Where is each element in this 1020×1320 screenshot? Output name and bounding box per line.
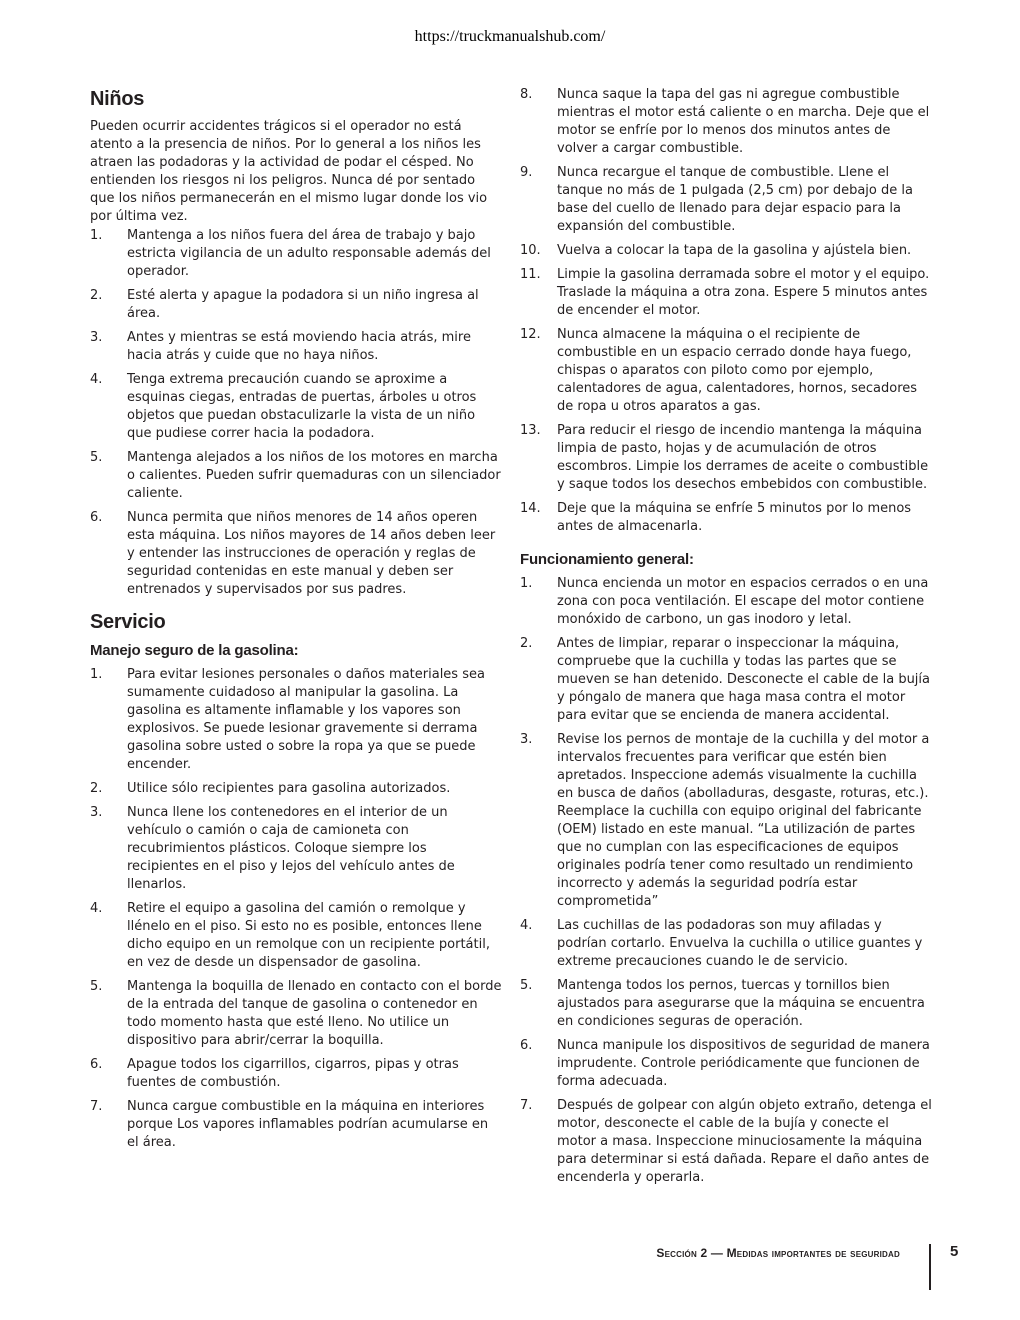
funcionamiento-list (520, 575, 932, 1187)
list-item-text: Revise los pernos de montaje de la cuchilla y del motor a intervalos frecuentes para verificar que estén bien apretados. Inspeccione además visualmente la cuchilla en busca de daños (abolladuras, desgaste, roturas, etc.). Reemplace la cuchilla con equipo original del fabricante (OEM) listado en este manual. “La utilización de partes que no cumplan con las especificaciones de equipos originales podría tener como resultado un rendimiento incorrecto y además la seguridad podría estar comprometida” (557, 732, 930, 909)
list-item (520, 731, 932, 911)
gasolina-list (90, 666, 502, 1152)
list-item-text: Mantenga a los niños fuera del área de trabajo y bajo estricta vigilancia de un adulto responsable además del operador. (127, 228, 491, 279)
list-item-number: 1. (90, 228, 103, 243)
ninos-intro: Pueden ocurrir accidentes trágicos si el operador no está atento a la presencia de niños. Por lo general a los niños les atraen las podadoras y la actividad de podar el césped. No entienden los riesgos ni los peligros. Nunca dé por sentado que los niños permanecerán en el mismo lugar donde los vio por última vez. (90, 119, 488, 224)
list-item-text: Nunca recargue el tanque de combustible. Llene el tanque no más de 1 pulgada (2,5 cm) por debajo de la base del cuello de llenado para dejar espacio para la expansión del combustible. (557, 165, 913, 234)
list-item (90, 449, 502, 503)
list-item-text: Esté alerta y apague la podadora si un niño ingresa al área. (127, 288, 479, 321)
list-item-number: 3. (90, 330, 103, 345)
list-item-number: 5. (90, 450, 103, 465)
list-item-number: 2. (90, 781, 103, 796)
list-item-text: Mantenga la boquilla de llenado en contacto con el borde de la entrada del tanque de gasolina o contenedor en todo momento hasta que esté lleno. No utilice un dispositivo para abrir/cerrar la boquilla. (127, 979, 502, 1048)
list-item (520, 1037, 932, 1091)
list-item-number: 13. (520, 423, 541, 438)
subsection-title-funcionamiento: Funcionamiento general: (520, 551, 694, 568)
list-item (90, 509, 502, 599)
ninos-list (90, 227, 502, 599)
list-item (520, 266, 932, 320)
list-item (520, 86, 932, 158)
list-item-number: 8. (520, 87, 533, 102)
list-item (90, 978, 502, 1050)
footer-section-title: Sección 2 — Medidas importantes de seguridad (656, 1246, 900, 1260)
list-item (90, 1056, 502, 1092)
list-item-text: Limpie la gasolina derramada sobre el motor y el equipo. Traslade la máquina a otra zona. Espere 5 minutos antes de encender el motor. (557, 267, 930, 318)
list-item-number: 3. (520, 732, 533, 747)
list-item-text: Nunca saque la tapa del gas ni agregue combustible mientras el motor está caliente o en marcha. Deje que el motor se enfríe por lo menos dos minutos antes de volver a cargar combustible. (557, 87, 930, 156)
list-item-text: Para reducir el riesgo de incendio mantenga la máquina limpia de pasto, hojas y de acumulación de otros escombros. Limpie los derrames de aceite o combustible y saque todos los desechos embebidos con combustible. (557, 423, 929, 492)
list-item (520, 326, 932, 416)
list-item-text: Tenga extrema precaución cuando se aproxime a esquinas ciegas, entradas de puertas, árboles u otros objetos que puedan obstaculizarle la vista de un niño que pudiese correr hacia la podadora. (127, 372, 477, 441)
list-item-number: 3. (90, 805, 103, 820)
list-item-number: 14. (520, 501, 541, 516)
list-item-text: Mantenga todos los pernos, tuercas y tornillos bien ajustados para asegurarse que la máquina se encuentra en condiciones seguras de operación. (557, 978, 925, 1029)
list-item (520, 422, 932, 494)
list-item-number: 7. (90, 1099, 103, 1114)
list-item-number: 6. (90, 510, 103, 525)
list-item-text: Nunca cargue combustible en la máquina en interiores porque Los vapores inflamables podrían acumularse en el área. (127, 1099, 489, 1150)
subsection-title-gasolina: Manejo seguro de la gasolina: (90, 642, 299, 659)
list-item-number: 12. (520, 327, 541, 342)
list-item (90, 1098, 502, 1152)
left-column (90, 86, 502, 1158)
list-item-number: 9. (520, 165, 533, 180)
list-item-number: 4. (90, 372, 103, 387)
list-item-number: 2. (520, 636, 533, 651)
list-item (90, 900, 502, 972)
list-item-text: Nunca permita que niños menores de 14 años operen esta máquina. Los niños mayores de 14 años deben leer y entender las instrucciones de operación y reglas de seguridad contenidas en este manual y deben ser entrenados y supervisados por sus padres. (127, 510, 496, 597)
list-item-text: Después de golpear con algún objeto extraño, detenga el motor, desconecte el cable de la bujía y conecte el motor a masa. Inspeccione minuciosamente la máquina para determinar si está dañada. Repare el daño antes de encenderla y operarla. (557, 1098, 932, 1185)
list-item-text: Deje que la máquina se enfríe 5 minutos por lo menos antes de almacenarla. (557, 501, 912, 534)
section-title-ninos: Niños (90, 88, 145, 110)
list-item (520, 164, 932, 236)
list-item-number: 10. (520, 243, 541, 258)
right-column (520, 86, 932, 1193)
list-item (520, 242, 932, 260)
source-url: https://truckmanualshub.com/ (414, 28, 606, 45)
list-item-number: 1. (90, 667, 103, 682)
list-item-text: Apague todos los cigarrillos, cigarros, pipas y otras fuentes de combustión. (127, 1057, 459, 1090)
list-item-text: Nunca manipule los dispositivos de seguridad de manera imprudente. Controle periódicamente que funcionen de forma adecuada. (557, 1038, 930, 1089)
list-item (90, 329, 502, 365)
list-item-text: Retire el equipo a gasolina del camión o remolque y llénelo en el piso. Si esto no es posible, entonces llene dicho equipo en un remolque con un recipiente portátil, en vez de desde un dispensador de gasolina. (127, 901, 490, 970)
list-item (520, 575, 932, 629)
list-item-text: Nunca llene los contenedores en el interior de un vehículo o camión o caja de camioneta con recubrimientos plásticos. Coloque siempre los recipientes en el piso y lejos del vehículo antes de llenarlos. (127, 805, 455, 892)
list-item (90, 371, 502, 443)
list-item-number: 6. (90, 1057, 103, 1072)
list-item-number: 7. (520, 1098, 533, 1113)
list-item-text: Vuelva a colocar la tapa de la gasolina y ajústela bien. (557, 243, 912, 258)
list-item-text: Mantenga alejados a los niños de los motores en marcha o calientes. Pueden sufrir quemaduras con un silenciador caliente. (127, 450, 501, 501)
list-item (520, 1097, 932, 1187)
gasolina-list-continued (520, 86, 932, 536)
footer-divider (929, 1244, 931, 1290)
list-item-text: Antes y mientras se está moviendo hacia atrás, mire hacia atrás y cuide que no haya niños. (127, 330, 471, 363)
section-title-servicio: Servicio (90, 611, 166, 633)
list-item (90, 804, 502, 894)
list-item (520, 500, 932, 536)
list-item (90, 287, 502, 323)
list-item-number: 4. (520, 918, 533, 933)
list-item-text: Para evitar lesiones personales o daños materiales sea sumamente cuidadoso al manipular la gasolina. La gasolina es altamente inflamable y los vapores son explosivos. Se puede lesionar gravemente si derrama gasolina sobre usted o sobre la ropa ya que se puede encender. (127, 667, 485, 772)
list-item-number: 5. (90, 979, 103, 994)
list-item-text: Antes de limpiar, reparar o inspeccionar la máquina, compruebe que la cuchilla y todas las partes que se mueven se han detenido. Desconecte el cable de la bujía y póngalo de manera que haga masa contra el motor para evitar que se encienda de manera accidental. (557, 636, 931, 723)
list-item-text: Las cuchillas de las podadoras son muy afiladas y podrían cortarlo. Envuelva la cuchilla o utilice guantes y extreme precauciones cuando le de servicio. (557, 918, 923, 969)
list-item-text: Nunca almacene la máquina o el recipiente de combustible en un espacio cerrado donde haya fuego, chispas o aparatos con piloto como por ejemplo, calentadores de agua, calentadores, hornos, secadores de ropa u otros aparatos a gas. (557, 327, 918, 414)
list-item-number: 1. (520, 576, 533, 591)
list-item-number: 5. (520, 978, 533, 993)
list-item (90, 780, 502, 798)
list-item (520, 635, 932, 725)
list-item (90, 227, 502, 281)
list-item-text: Nunca encienda un motor en espacios cerrados o en una zona con poca ventilación. El escape del motor contiene monóxido de carbono, un gas inodoro y letal. (557, 576, 929, 627)
list-item (520, 917, 932, 971)
list-item-text: Utilice sólo recipientes para gasolina autorizados. (127, 781, 451, 796)
list-item-number: 2. (90, 288, 103, 303)
page-number: 5 (950, 1243, 959, 1260)
list-item-number: 4. (90, 901, 103, 916)
list-item-number: 6. (520, 1038, 533, 1053)
list-item-number: 11. (520, 267, 541, 282)
list-item (520, 977, 932, 1031)
list-item (90, 666, 502, 774)
